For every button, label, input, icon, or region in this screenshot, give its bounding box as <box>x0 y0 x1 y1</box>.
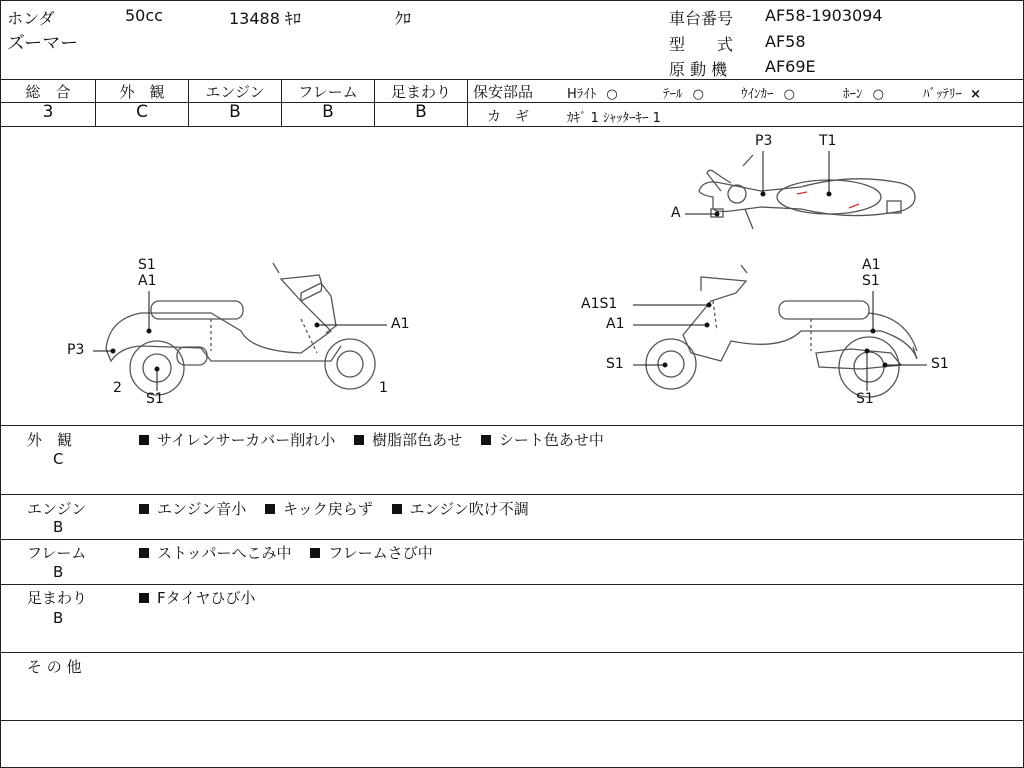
label-right-s1-bottom: S1 <box>856 391 874 407</box>
grade-suspension-label: 足まわり <box>390 83 451 101</box>
defect-item: Fタイヤひび小 <box>139 589 255 607</box>
bullet-square-icon <box>310 548 320 558</box>
label-left-a1-right: A1 <box>391 316 410 332</box>
section-exterior-grade: C <box>53 450 64 468</box>
bullet-square-icon <box>392 504 402 514</box>
defect-item: エンジン吹け不調 <box>392 500 529 518</box>
section-engine-title: エンジン <box>27 500 87 518</box>
bullet-square-icon <box>139 435 149 445</box>
frame-no-label: 車台番号 <box>669 9 734 28</box>
label-left-p3: P3 <box>67 342 85 358</box>
bullet-square-icon <box>354 435 364 445</box>
safety-headlight-name: Hﾗｲﾄ <box>567 87 597 102</box>
defect-item: 樹脂部色あせ <box>354 431 462 449</box>
safety-winker-name: ｳｲﾝｶｰ <box>741 87 774 102</box>
section-suspension-title: 足まわり <box>27 589 88 607</box>
bullet-square-icon <box>139 548 149 558</box>
grade-suspension-value: B <box>415 102 427 122</box>
divider <box>1 79 1023 80</box>
key-label: カ ギ <box>487 109 529 125</box>
safety-headlight <box>567 83 618 102</box>
grade-total-value: 3 <box>42 102 54 122</box>
engine-label: 原 動 機 <box>669 60 728 79</box>
color: ｸﾛ <box>395 9 412 28</box>
section-frame-grade: B <box>53 563 64 581</box>
bullet-square-icon <box>139 593 149 603</box>
label-top-t1: T1 <box>819 133 837 149</box>
divider <box>1 720 1023 721</box>
label-left-s1: S1 <box>138 257 156 273</box>
divider <box>1 584 1023 585</box>
section-engine-grade: B <box>53 518 64 536</box>
label-left-s1-bottom: S1 <box>146 391 164 407</box>
safety-winker-mark: ○ <box>783 87 795 102</box>
section-suspension-grade: B <box>53 609 64 627</box>
divider <box>1 539 1023 540</box>
grade-exterior-label: 外 観 <box>119 83 165 101</box>
section-exterior-items <box>139 429 618 450</box>
grade-engine-label: エンジン <box>205 83 265 101</box>
label-top-a: A <box>671 205 681 221</box>
divider <box>1 494 1023 495</box>
section-other-title: そ の 他 <box>27 658 82 676</box>
safety-horn-name: ﾎｰﾝ <box>843 87 863 102</box>
safety-battery-mark: × <box>970 87 982 102</box>
label-right-s1-top: S1 <box>862 273 880 289</box>
defect-item: サイレンサーカバー削れ小 <box>139 431 335 449</box>
bullet-square-icon <box>481 435 491 445</box>
defect-item: エンジン音小 <box>139 500 246 518</box>
grade-frame-label: フレーム <box>298 83 358 101</box>
bullet-square-icon <box>139 504 149 514</box>
label-left-2: 2 <box>113 380 122 396</box>
divider <box>467 102 1023 103</box>
safety-battery <box>923 83 981 102</box>
safety-winker <box>741 83 795 102</box>
type-value: AF58 <box>765 32 806 51</box>
label-right-a1-top: A1 <box>862 257 881 273</box>
defect-item: シート色あせ中 <box>481 431 604 449</box>
safety-label: 保安部品 <box>473 83 534 101</box>
safety-horn-mark: ○ <box>872 87 884 102</box>
defect-item: ストッパーへこみ中 <box>139 544 292 562</box>
model-name: ズーマー <box>7 33 79 54</box>
mileage: 13488 ｷﾛ <box>229 9 301 28</box>
divider <box>1 652 1023 653</box>
safety-tail-name: ﾃｰﾙ <box>663 87 683 102</box>
label-right-a1: A1 <box>606 316 625 332</box>
grade-engine-value: B <box>229 102 241 122</box>
key-value: ｶｷﾞ 1 ｼｬｯﾀｰｷｰ 1 <box>567 111 661 126</box>
section-suspension-items <box>139 587 269 608</box>
safety-horn <box>843 83 884 102</box>
safety-tail-mark: ○ <box>692 87 704 102</box>
section-engine-items <box>139 498 543 519</box>
grade-total-label: 総 合 <box>25 83 71 101</box>
label-right-s1-front: S1 <box>606 356 624 372</box>
displacement: 50cc <box>125 6 163 25</box>
grade-frame-value: B <box>322 102 334 122</box>
type-label: 型 式 <box>669 35 734 54</box>
label-right-s1-rear: S1 <box>931 356 949 372</box>
safety-tail <box>663 83 704 102</box>
section-exterior-title: 外 観 <box>27 431 73 449</box>
bullet-square-icon <box>265 504 275 514</box>
label-left-a1: A1 <box>138 273 157 289</box>
label-right-a1s1: A1S1 <box>581 296 618 312</box>
safety-headlight-mark: ○ <box>606 87 618 102</box>
engine-value: AF69E <box>765 57 816 76</box>
safety-battery-name: ﾊﾞｯﾃﾘｰ <box>923 87 962 102</box>
section-frame-items <box>139 542 447 563</box>
section-frame-title: フレーム <box>27 544 87 562</box>
defect-item: キック戻らず <box>265 500 373 518</box>
grade-exterior-value: C <box>136 102 148 122</box>
label-left-1: 1 <box>379 380 388 396</box>
frame-no: AF58-1903094 <box>765 6 883 25</box>
defect-item: フレームさび中 <box>310 544 432 562</box>
maker: ホンダ <box>7 9 55 28</box>
divider <box>1 425 1023 426</box>
label-top-p3: P3 <box>755 133 773 149</box>
divider <box>467 79 468 126</box>
